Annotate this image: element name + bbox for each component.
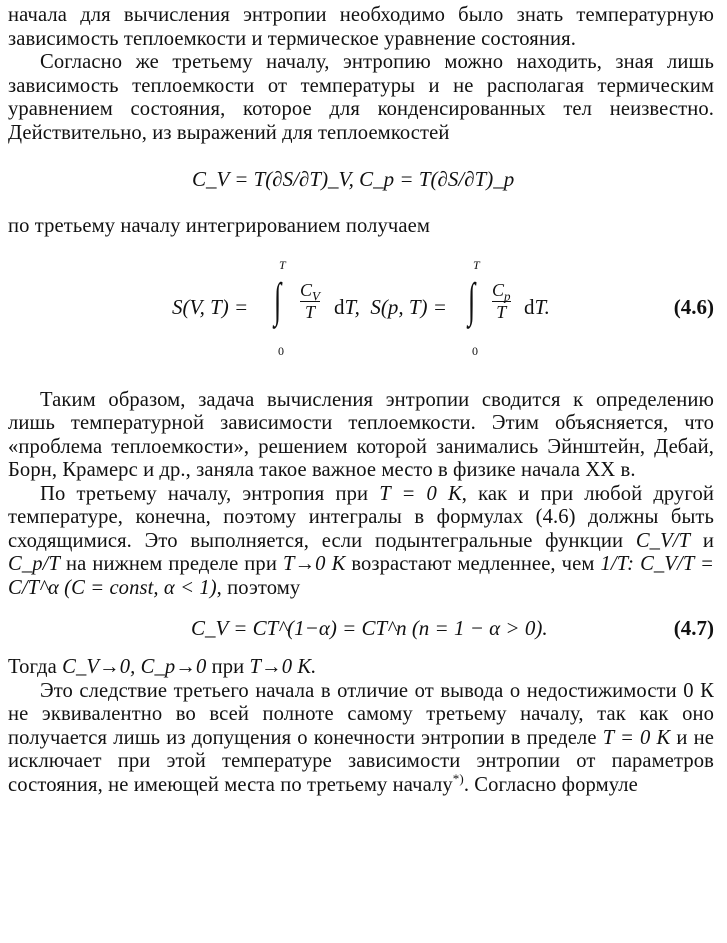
integral-sign-1: ∫ (274, 273, 282, 327)
integral-2-lower-limit: 0 (472, 343, 478, 358)
differential-1: dT, S(p, T) = (334, 294, 447, 319)
equation-number-4-6: (4.6) (673, 294, 714, 319)
fraction-cv-over-t: $C_V$ T (300, 279, 320, 322)
equation-heat-capacity-text: C_V = T(∂S/∂T)_V, C_p = T(∂S/∂T)_p (192, 167, 515, 191)
paragraph-7: Это следствие третьего начала в отличие от вывода о недостижимости 0 К не эквивалентно во всей полноте самому третьему началу, так как оно получается лишь из допущения о конечности энтропии в пределе T = 0 К и не исключает при этой температуре зависимости энтропии от параметров состояния, не имеющей места по третьему началу*). Согласно формуле (8, 679, 714, 796)
paragraph-1: начала для вычисления энтропии необходимо было знать температурную зависимость теплоемкости и термическое уравнение состояния. (8, 4, 714, 50)
equation-4-7 (8, 600, 714, 652)
paragraph-6: Тогда C_V→0, C_p→0 при T→0 К. (8, 656, 317, 678)
paragraph-4: Таким образом, задача вычисления энтропии сводится к определению лишь температурной зависимости теплоемкости. Этим объясняется, что «проблема теплоемкости», решением которой занимались Эйнштейн, Дебай, Борн, Крамерс и др., заняла такое важное место в физике начала XX в. (8, 388, 714, 481)
differential-2: dT. (524, 294, 550, 319)
paragraph-3: по третьему началу интегрированием получаем (8, 215, 430, 237)
entropy-v-lhs: S(V, T) = (172, 294, 249, 319)
integral-sign-2: ∫ (468, 273, 476, 327)
integral-1-upper-limit: T (279, 257, 286, 272)
equation-heat-capacity (8, 145, 714, 215)
equation-4-7-text: C_V = CT^(1−α) = CT^n (n = 1 − α > 0). (191, 616, 548, 640)
footnote-marker[interactable]: *) (452, 770, 464, 786)
integral-2-upper-limit: T (473, 257, 480, 272)
document-page (8, 4, 714, 797)
paragraph-2: Согласно же третьему началу, энтропию можно находить, зная лишь зависимость теплоемкости от температуры и не располагая термическим уравнением состояния, которое для конденсированных тел неизвестно. Действительно, из выражений для теплоемкостей (8, 51, 714, 144)
equation-4-6 (8, 239, 714, 389)
paragraph-5: По третьему началу, энтропия при T = 0 К, как и при любой другой температуре, конечна, поэтому интегралы в формулах (4.6) должны быть сходящимися. Это выполняется, если подынтегральные функции C_V/T и C_p/T на нижнем пределе при T→0 К возрастают медленнее, чем 1/T: C_V/T = C/T^α (C = const, α < 1), поэтому (8, 482, 714, 599)
integral-1-lower-limit: 0 (278, 343, 284, 358)
fraction-cp-over-t: $C_p$ T (492, 279, 511, 322)
equation-number-4-7: (4.7) (673, 616, 714, 640)
